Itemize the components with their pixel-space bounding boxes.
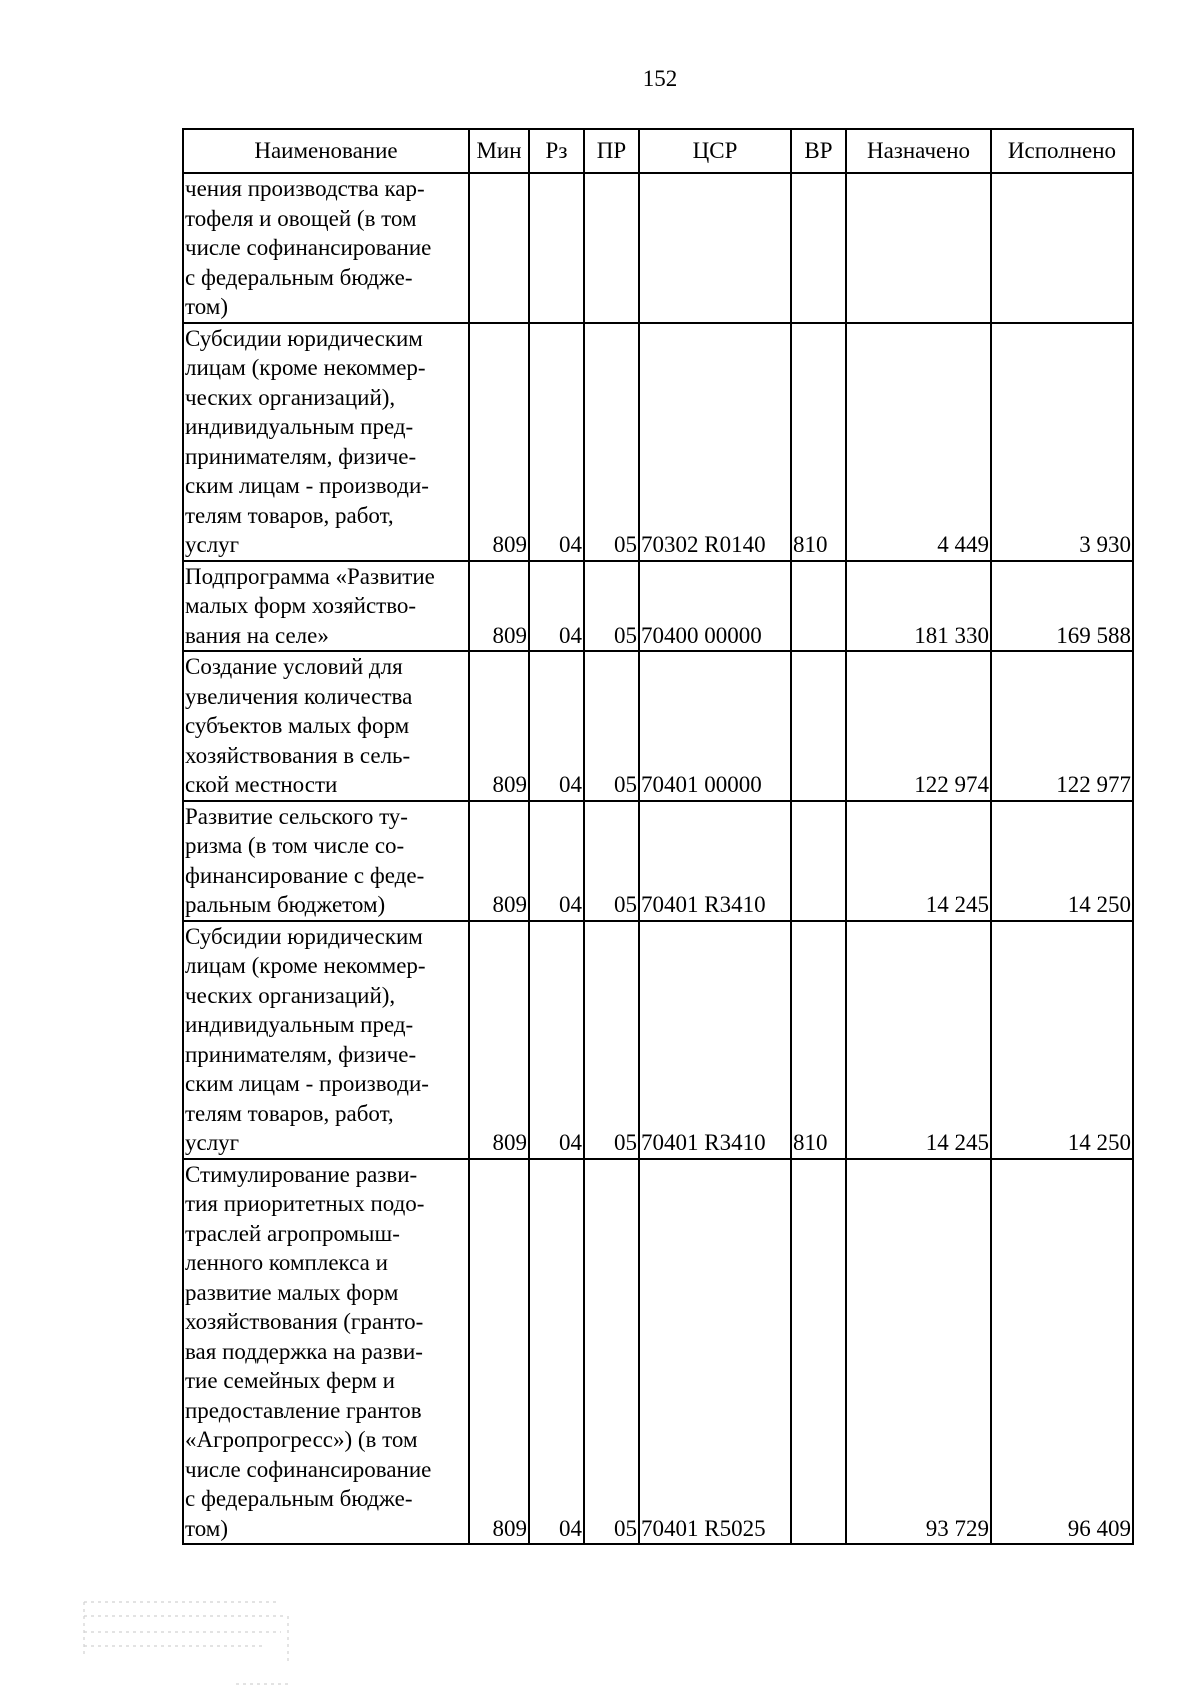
row-min: 809: [469, 801, 529, 921]
budget-execution-table: [182, 128, 1134, 1545]
row-rz: 04: [529, 801, 584, 921]
row-rz: 04: [529, 323, 584, 561]
header-row: [183, 129, 1133, 173]
row-pr: 05: [584, 561, 639, 652]
row-rz: 04: [529, 561, 584, 652]
row-name: Стимулирование разви- тия приоритетных подо- траслей агропромыш- ленного комплекса и развитие малых форм хозяйствования (гранто- вая поддержка на разви- тие семейных ферм и предоставление грантов «Агропрогресс») (в том числе софинансирование с федеральным бюдже- том): [183, 1159, 469, 1545]
row-planned: 122 974: [846, 651, 991, 801]
header-min: Мин: [469, 129, 529, 173]
table-row: [183, 1159, 1133, 1545]
header-executed: Исполнено: [991, 129, 1133, 173]
row-rz: [529, 173, 584, 323]
row-pr: 05: [584, 323, 639, 561]
row-planned: 181 330: [846, 561, 991, 652]
row-csr: 70401 00000: [639, 651, 791, 801]
row-executed: 14 250: [991, 921, 1133, 1159]
header-name: Наименование: [183, 129, 469, 173]
row-executed: 169 588: [991, 561, 1133, 652]
row-min: 809: [469, 651, 529, 801]
header-vr: ВР: [791, 129, 846, 173]
header-planned: Назначено: [846, 129, 991, 173]
row-name: чения производства кар- тофеля и овощей (в том числе софинансирование с федеральным бюдже- том): [183, 173, 469, 323]
header-pr: ПР: [584, 129, 639, 173]
row-name: Субсидии юридическим лицам (кроме некоммер- ческих организаций), индивидуальным пред- принимателям, физиче- ским лицам - производи- телям товаров, работ, услуг: [183, 323, 469, 561]
table-row: [183, 651, 1133, 801]
row-vr: [791, 561, 846, 652]
row-vr: [791, 1159, 846, 1545]
row-planned: 93 729: [846, 1159, 991, 1545]
row-name: Подпрограмма «Развитие малых форм хозяйство- вания на селе»: [183, 561, 469, 652]
row-csr: 70401 R3410: [639, 801, 791, 921]
row-vr: 810: [791, 921, 846, 1159]
row-vr: [791, 801, 846, 921]
row-executed: [991, 173, 1133, 323]
row-pr: [584, 173, 639, 323]
table-row: [183, 173, 1133, 323]
row-min: 809: [469, 323, 529, 561]
row-name: Субсидии юридическим лицам (кроме некоммер- ческих организаций), индивидуальным пред- принимателям, физиче- ским лицам - производи- телям товаров, работ, услуг: [183, 921, 469, 1159]
row-planned: [846, 173, 991, 323]
row-planned: 14 245: [846, 921, 991, 1159]
header-csr: ЦСР: [639, 129, 791, 173]
row-csr: 70302 R0140: [639, 323, 791, 561]
row-rz: 04: [529, 651, 584, 801]
row-csr: 70401 R3410: [639, 921, 791, 1159]
row-name: Создание условий для увеличения количества субъектов малых форм хозяйствования в сель- ской местности: [183, 651, 469, 801]
row-planned: 14 245: [846, 801, 991, 921]
row-rz: 04: [529, 921, 584, 1159]
row-executed: 3 930: [991, 323, 1133, 561]
row-min: 809: [469, 561, 529, 652]
row-min: 809: [469, 921, 529, 1159]
row-csr: 70400 00000: [639, 561, 791, 652]
header-rz: Рз: [529, 129, 584, 173]
row-csr: 70401 R5025: [639, 1159, 791, 1545]
row-executed: 122 977: [991, 651, 1133, 801]
table-row: [183, 561, 1133, 652]
table-row: [183, 921, 1133, 1159]
row-pr: 05: [584, 1159, 639, 1545]
row-csr: [639, 173, 791, 323]
row-vr: [791, 651, 846, 801]
row-planned: 4 449: [846, 323, 991, 561]
row-vr: 810: [791, 323, 846, 561]
row-executed: 14 250: [991, 801, 1133, 921]
row-pr: 05: [584, 651, 639, 801]
row-pr: 05: [584, 801, 639, 921]
table-row: [183, 801, 1133, 921]
row-pr: 05: [584, 921, 639, 1159]
faded-stamp-mark: [76, 1592, 296, 1692]
row-min: [469, 173, 529, 323]
row-min: 809: [469, 1159, 529, 1545]
table-row: [183, 323, 1133, 561]
row-vr: [791, 173, 846, 323]
page-number: 152: [642, 66, 678, 91]
row-name: Развитие сельского ту- ризма (в том числе со- финансирование с феде- ральным бюджетом): [183, 801, 469, 921]
row-rz: 04: [529, 1159, 584, 1545]
row-executed: 96 409: [991, 1159, 1133, 1545]
